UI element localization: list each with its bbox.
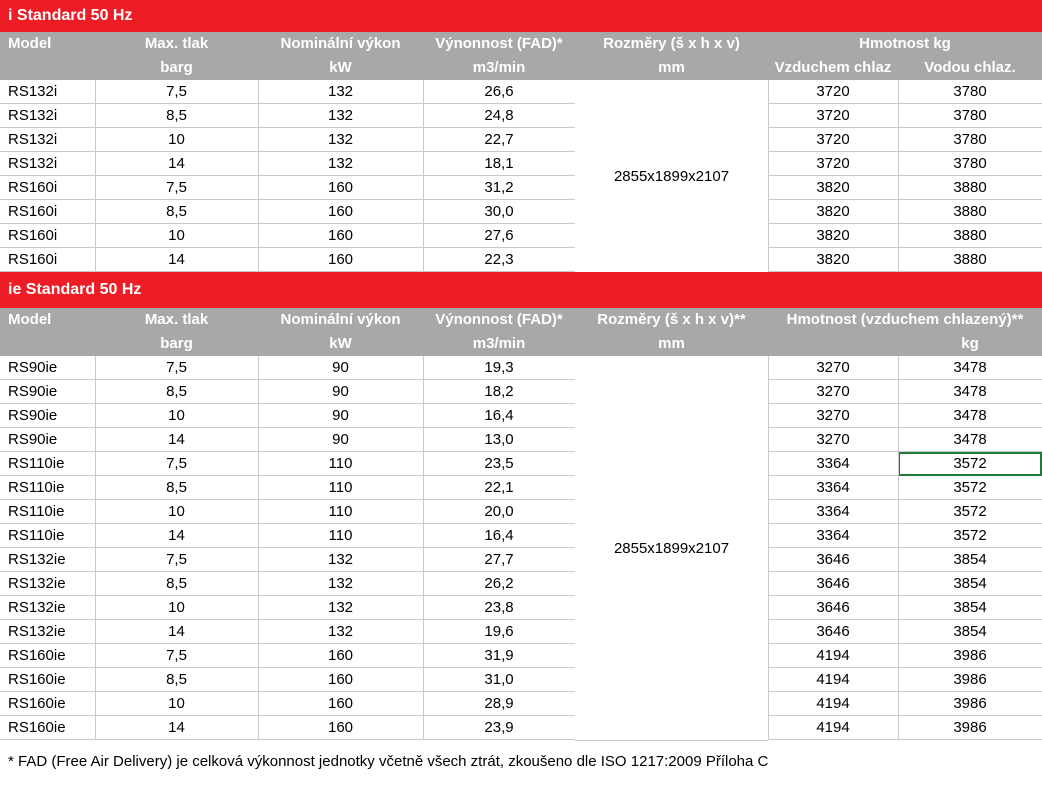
table-row bbox=[0, 596, 1042, 620]
cell-power[interactable]: 132 bbox=[258, 104, 423, 128]
cell-pressure[interactable]: 8,5 bbox=[95, 668, 258, 692]
cell-weight-air[interactable]: 3720 bbox=[768, 80, 898, 104]
table-row bbox=[0, 452, 1042, 476]
cell-fad[interactable]: 19,6 bbox=[423, 620, 575, 644]
header-water-cooled: Vodou chlaz. bbox=[924, 59, 1016, 76]
cell-model[interactable]: RS90ie bbox=[0, 428, 95, 452]
header-nominal-power: Nominální výkon bbox=[280, 311, 401, 328]
cell-weight-second[interactable]: 3780 bbox=[898, 104, 1042, 128]
cell-fad[interactable]: 30,0 bbox=[423, 200, 575, 224]
cell-weight-air[interactable]: 3270 bbox=[768, 356, 898, 380]
dimensions-value: 2855x1899x2107 bbox=[613, 539, 730, 557]
table-row bbox=[0, 692, 1042, 716]
cell-pressure[interactable]: 14 bbox=[95, 248, 258, 272]
section-title-ie-standard: ie Standard 50 Hz bbox=[0, 272, 1042, 308]
cell-fad[interactable]: 18,2 bbox=[423, 380, 575, 404]
cell-model[interactable]: RS110ie bbox=[0, 524, 95, 548]
cell-weight-air[interactable]: 3364 bbox=[768, 524, 898, 548]
cell-power[interactable]: 160 bbox=[258, 692, 423, 716]
cell-model[interactable]: RS160ie bbox=[0, 644, 95, 668]
cell-pressure[interactable]: 7,5 bbox=[95, 452, 258, 476]
cell-weight-second[interactable]: 3478 bbox=[898, 404, 1042, 428]
cell-weight-second[interactable]: 3780 bbox=[898, 152, 1042, 176]
cell-power[interactable]: 132 bbox=[258, 620, 423, 644]
cell-fad[interactable]: 20,0 bbox=[423, 500, 575, 524]
cell-pressure[interactable]: 10 bbox=[95, 692, 258, 716]
grid-line bbox=[898, 356, 899, 740]
cell-model[interactable]: RS160i bbox=[0, 224, 95, 248]
cell-model[interactable]: RS160ie bbox=[0, 668, 95, 692]
cell-model[interactable]: RS90ie bbox=[0, 404, 95, 428]
table-row bbox=[0, 80, 1042, 104]
table-row bbox=[0, 404, 1042, 428]
cell-weight-air[interactable]: 3820 bbox=[768, 176, 898, 200]
table-row bbox=[0, 428, 1042, 452]
cell-weight-second[interactable]: 3986 bbox=[898, 668, 1042, 692]
cell-pressure[interactable]: 14 bbox=[95, 620, 258, 644]
cell-model[interactable]: RS160ie bbox=[0, 692, 95, 716]
cell-weight-second[interactable]: 3478 bbox=[898, 428, 1042, 452]
cell-weight-second[interactable]: 3880 bbox=[898, 176, 1042, 200]
cell-pressure[interactable]: 7,5 bbox=[95, 644, 258, 668]
cell-model[interactable]: RS90ie bbox=[0, 380, 95, 404]
footnote: * FAD (Free Air Delivery) je celková výkonnost jednotky včetně všech ztrát, zkoušeno dle ISO 1217:2009 Příloha C bbox=[8, 753, 769, 770]
cell-power[interactable]: 160 bbox=[258, 176, 423, 200]
cell-fad[interactable]: 16,4 bbox=[423, 404, 575, 428]
cell-pressure[interactable]: 7,5 bbox=[95, 176, 258, 200]
cell-weight-air[interactable]: 3820 bbox=[768, 200, 898, 224]
cell-weight-air[interactable]: 3646 bbox=[768, 572, 898, 596]
cell-weight-air[interactable]: 3720 bbox=[768, 104, 898, 128]
cell-pressure[interactable]: 14 bbox=[95, 428, 258, 452]
cell-model[interactable]: RS110ie bbox=[0, 500, 95, 524]
cell-weight-air[interactable]: 3364 bbox=[768, 476, 898, 500]
cell-pressure[interactable]: 8,5 bbox=[95, 572, 258, 596]
table-row bbox=[0, 104, 1042, 128]
cell-weight-second[interactable]: 3854 bbox=[898, 572, 1042, 596]
cell-fad[interactable]: 31,9 bbox=[423, 644, 575, 668]
cell-power[interactable]: 110 bbox=[258, 500, 423, 524]
cell-fad[interactable]: 23,8 bbox=[423, 596, 575, 620]
grid-line bbox=[95, 80, 96, 272]
header-fad: Výnonnost (FAD)* bbox=[435, 311, 563, 328]
header-ie-standard bbox=[0, 308, 1042, 356]
table-row bbox=[0, 224, 1042, 248]
table-row bbox=[0, 644, 1042, 668]
cell-fad[interactable]: 22,1 bbox=[423, 476, 575, 500]
cell-fad[interactable]: 27,7 bbox=[423, 548, 575, 572]
cell-weight-air[interactable]: 4194 bbox=[768, 644, 898, 668]
cell-weight-air[interactable]: 4194 bbox=[768, 668, 898, 692]
cell-power[interactable]: 160 bbox=[258, 716, 423, 740]
cell-power[interactable]: 132 bbox=[258, 80, 423, 104]
merged-dimensions-cell[interactable] bbox=[575, 80, 768, 273]
cell-power[interactable]: 90 bbox=[258, 380, 423, 404]
cell-power[interactable]: 132 bbox=[258, 572, 423, 596]
cell-power[interactable]: 132 bbox=[258, 128, 423, 152]
cell-weight-air[interactable]: 3646 bbox=[768, 548, 898, 572]
cell-power[interactable]: 132 bbox=[258, 548, 423, 572]
cell-model[interactable]: RS132i bbox=[0, 128, 95, 152]
cell-model[interactable]: RS160ie bbox=[0, 716, 95, 740]
header-unit-m3min: m3/min bbox=[472, 59, 526, 76]
grid-line bbox=[258, 356, 259, 740]
cell-power[interactable]: 160 bbox=[258, 248, 423, 272]
table-row bbox=[0, 128, 1042, 152]
cell-fad[interactable]: 31,0 bbox=[423, 668, 575, 692]
cell-pressure[interactable]: 7,5 bbox=[95, 548, 258, 572]
table-row bbox=[0, 476, 1042, 500]
cell-weight-second[interactable]: 3478 bbox=[898, 356, 1042, 380]
cell-fad[interactable]: 13,0 bbox=[423, 428, 575, 452]
header-fad: Výnonnost (FAD)* bbox=[435, 35, 563, 52]
grid-line bbox=[95, 356, 96, 740]
cell-pressure[interactable]: 8,5 bbox=[95, 476, 258, 500]
table-body-ie-standard bbox=[0, 356, 1042, 740]
cell-model[interactable]: RS132ie bbox=[0, 548, 95, 572]
cell-fad[interactable]: 18,1 bbox=[423, 152, 575, 176]
table-row bbox=[0, 668, 1042, 692]
grid-line bbox=[768, 80, 769, 272]
table-row bbox=[0, 572, 1042, 596]
cell-power[interactable]: 90 bbox=[258, 404, 423, 428]
table-row bbox=[0, 380, 1042, 404]
header-unit-mm: mm bbox=[658, 59, 685, 76]
cell-model[interactable]: RS132ie bbox=[0, 596, 95, 620]
cell-weight-air[interactable]: 4194 bbox=[768, 716, 898, 740]
header-unit-mm: mm bbox=[658, 335, 685, 352]
cell-model[interactable]: RS160i bbox=[0, 200, 95, 224]
cell-weight-second[interactable]: 3880 bbox=[898, 248, 1042, 272]
header-i-standard bbox=[0, 32, 1042, 80]
header-unit-kg: kg bbox=[961, 335, 979, 352]
cell-weight-air[interactable]: 3646 bbox=[768, 620, 898, 644]
cell-model[interactable]: RS160i bbox=[0, 176, 95, 200]
cell-pressure[interactable]: 8,5 bbox=[95, 200, 258, 224]
cell-pressure[interactable]: 10 bbox=[95, 596, 258, 620]
cell-pressure[interactable]: 8,5 bbox=[95, 104, 258, 128]
grid-line bbox=[898, 80, 899, 272]
cell-fad[interactable]: 24,8 bbox=[423, 104, 575, 128]
table-row bbox=[0, 152, 1042, 176]
cell-model[interactable]: RS132i bbox=[0, 80, 95, 104]
header-dimensions: Rozměry (š x h x v) bbox=[603, 35, 740, 52]
cell-fad[interactable]: 31,2 bbox=[423, 176, 575, 200]
cell-fad[interactable]: 19,3 bbox=[423, 356, 575, 380]
cell-weight-air[interactable]: 3364 bbox=[768, 500, 898, 524]
cell-fad[interactable]: 27,6 bbox=[423, 224, 575, 248]
cell-weight-second[interactable]: 3780 bbox=[898, 80, 1042, 104]
cell-power[interactable]: 132 bbox=[258, 596, 423, 620]
cell-power[interactable]: 90 bbox=[258, 356, 423, 380]
cell-weight-second[interactable]: 3880 bbox=[898, 224, 1042, 248]
cell-power[interactable]: 110 bbox=[258, 524, 423, 548]
cell-weight-air[interactable]: 3820 bbox=[768, 248, 898, 272]
table-row bbox=[0, 200, 1042, 224]
cell-fad[interactable]: 26,2 bbox=[423, 572, 575, 596]
cell-power[interactable]: 160 bbox=[258, 224, 423, 248]
header-model: Model bbox=[8, 311, 52, 328]
cell-fad[interactable]: 26,6 bbox=[423, 80, 575, 104]
table-row bbox=[0, 176, 1042, 200]
cell-pressure[interactable]: 10 bbox=[95, 404, 258, 428]
cell-pressure[interactable]: 7,5 bbox=[95, 80, 258, 104]
cell-pressure[interactable]: 8,5 bbox=[95, 380, 258, 404]
cell-pressure[interactable]: 14 bbox=[95, 716, 258, 740]
cell-model[interactable]: RS160i bbox=[0, 248, 95, 272]
cell-weight-second[interactable]: 3478 bbox=[898, 380, 1042, 404]
cell-model[interactable]: RS132i bbox=[0, 104, 95, 128]
cell-weight-second[interactable]: 3572 bbox=[898, 452, 1042, 476]
header-unit-kw: kW bbox=[329, 335, 352, 352]
cell-weight-air[interactable]: 3646 bbox=[768, 596, 898, 620]
cell-weight-second[interactable]: 3986 bbox=[898, 716, 1042, 740]
header-weight: Hmotnost kg bbox=[859, 35, 951, 52]
table-body-i-standard bbox=[0, 80, 1042, 272]
cell-fad[interactable]: 16,4 bbox=[423, 524, 575, 548]
cell-model[interactable]: RS132ie bbox=[0, 620, 95, 644]
cell-weight-second[interactable]: 3854 bbox=[898, 548, 1042, 572]
cell-weight-air[interactable]: 3720 bbox=[768, 152, 898, 176]
table-row bbox=[0, 356, 1042, 380]
cell-model[interactable]: RS132ie bbox=[0, 572, 95, 596]
cell-power[interactable]: 160 bbox=[258, 200, 423, 224]
cell-pressure[interactable]: 10 bbox=[95, 500, 258, 524]
header-unit-barg: barg bbox=[160, 59, 193, 76]
cell-power[interactable]: 132 bbox=[258, 152, 423, 176]
cell-fad[interactable]: 28,9 bbox=[423, 692, 575, 716]
header-weight: Hmotnost (vzduchem chlazený)** bbox=[786, 311, 1024, 328]
table-row bbox=[0, 548, 1042, 572]
cell-model[interactable]: RS110ie bbox=[0, 452, 95, 476]
cell-power[interactable]: 110 bbox=[258, 476, 423, 500]
cell-power[interactable]: 160 bbox=[258, 668, 423, 692]
cell-model[interactable]: RS132i bbox=[0, 152, 95, 176]
cell-power[interactable]: 110 bbox=[258, 452, 423, 476]
cell-model[interactable]: RS110ie bbox=[0, 476, 95, 500]
header-max-tlak: Max. tlak bbox=[144, 35, 209, 52]
cell-fad[interactable]: 23,5 bbox=[423, 452, 575, 476]
table-row bbox=[0, 716, 1042, 740]
grid-line bbox=[258, 80, 259, 272]
cell-pressure[interactable]: 14 bbox=[95, 152, 258, 176]
cell-weight-second[interactable]: 3854 bbox=[898, 620, 1042, 644]
cell-fad[interactable]: 22,3 bbox=[423, 248, 575, 272]
cell-weight-air[interactable]: 3270 bbox=[768, 380, 898, 404]
cell-weight-second[interactable]: 3986 bbox=[898, 692, 1042, 716]
cell-weight-air[interactable]: 4194 bbox=[768, 692, 898, 716]
cell-weight-second[interactable]: 3572 bbox=[898, 500, 1042, 524]
cell-weight-air[interactable]: 3364 bbox=[768, 452, 898, 476]
cell-pressure[interactable]: 10 bbox=[95, 128, 258, 152]
header-model: Model bbox=[8, 35, 52, 52]
cell-weight-second[interactable]: 3572 bbox=[898, 524, 1042, 548]
cell-power[interactable]: 160 bbox=[258, 644, 423, 668]
merged-dimensions-cell[interactable] bbox=[575, 356, 768, 741]
cell-fad[interactable]: 22,7 bbox=[423, 128, 575, 152]
table-row bbox=[0, 524, 1042, 548]
header-dimensions: Rozměry (š x h x v)** bbox=[597, 311, 746, 328]
cell-weight-second[interactable]: 3854 bbox=[898, 596, 1042, 620]
cell-pressure[interactable]: 14 bbox=[95, 524, 258, 548]
header-nominal-power: Nominální výkon bbox=[280, 35, 401, 52]
dimensions-value: 2855x1899x2107 bbox=[613, 167, 730, 185]
cell-model[interactable]: RS90ie bbox=[0, 356, 95, 380]
cell-pressure[interactable]: 10 bbox=[95, 224, 258, 248]
table-row bbox=[0, 500, 1042, 524]
header-max-tlak: Max. tlak bbox=[144, 311, 209, 328]
header-unit-barg: barg bbox=[160, 335, 193, 352]
header-air-cooled: Vzduchem chlaz bbox=[774, 59, 892, 76]
cell-weight-second[interactable]: 3986 bbox=[898, 644, 1042, 668]
cell-weight-air[interactable]: 3820 bbox=[768, 224, 898, 248]
grid-line bbox=[423, 356, 424, 740]
grid-line bbox=[423, 80, 424, 272]
cell-weight-air[interactable]: 3270 bbox=[768, 404, 898, 428]
grid-line bbox=[768, 356, 769, 740]
cell-weight-second[interactable]: 3880 bbox=[898, 200, 1042, 224]
header-unit-kw: kW bbox=[329, 59, 352, 76]
cell-weight-air[interactable]: 3270 bbox=[768, 428, 898, 452]
cell-weight-air[interactable]: 3720 bbox=[768, 128, 898, 152]
table-row bbox=[0, 620, 1042, 644]
header-unit-m3min: m3/min bbox=[472, 335, 526, 352]
cell-pressure[interactable]: 7,5 bbox=[95, 356, 258, 380]
cell-weight-second[interactable]: 3572 bbox=[898, 476, 1042, 500]
cell-power[interactable]: 90 bbox=[258, 428, 423, 452]
cell-fad[interactable]: 23,9 bbox=[423, 716, 575, 740]
table-row bbox=[0, 248, 1042, 272]
cell-weight-second[interactable]: 3780 bbox=[898, 128, 1042, 152]
section-title-i-standard: i Standard 50 Hz bbox=[0, 0, 1042, 32]
